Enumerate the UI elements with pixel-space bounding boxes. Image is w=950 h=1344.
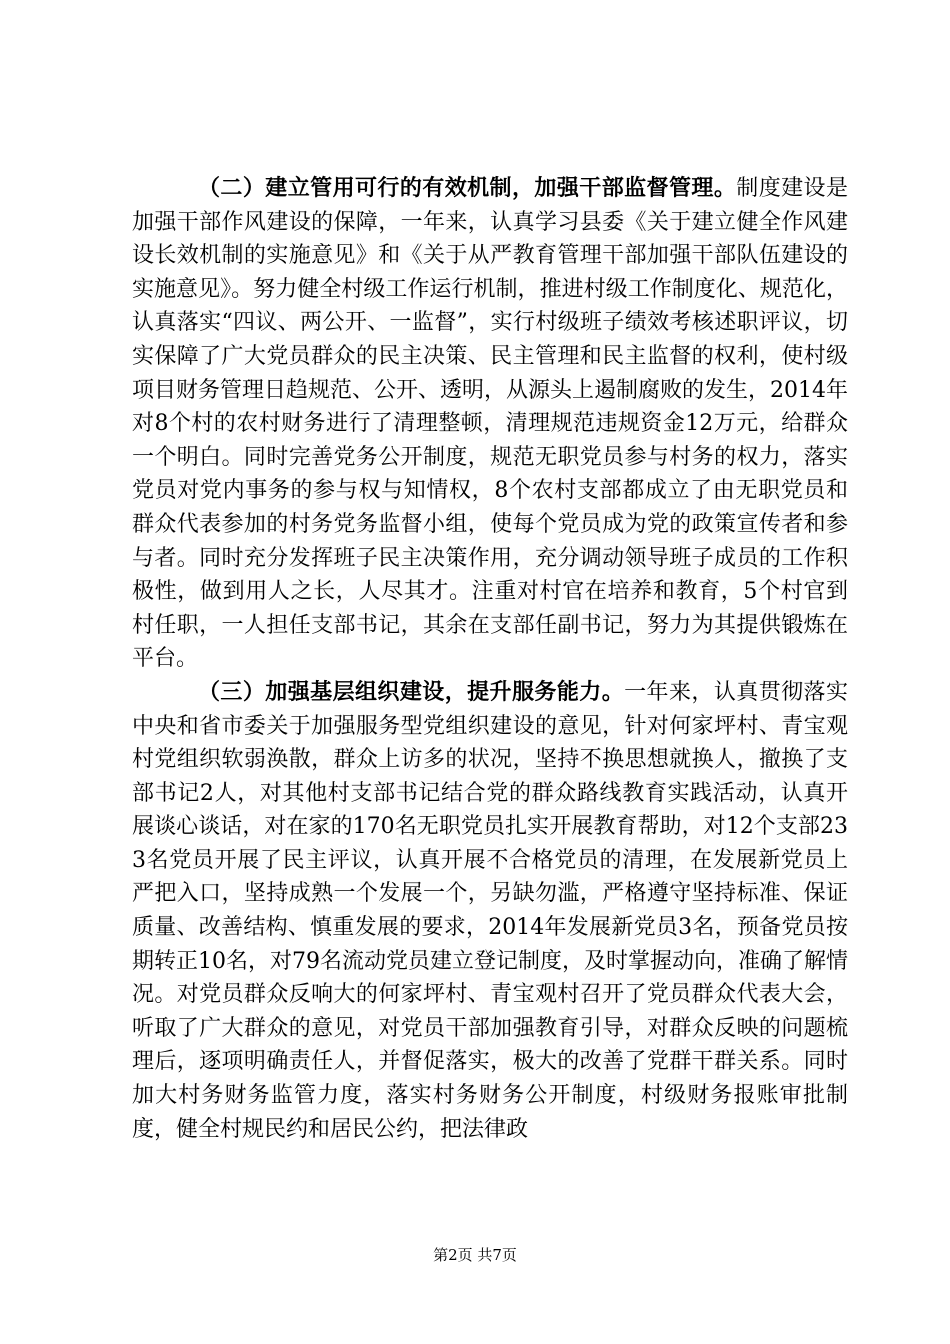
section-3-body: 一年来，认真贯彻落实中央和省市委关于加强服务型党组织建设的意见，针对何家坪村、青宝观村党组织软弱涣散，群众上访多的状况，坚持不换思想就换人，撤换了支部书记2人，对其他村支部书记结合党的群众路线教育实践活动，认真开展谈心谈话，对在家的170名无职党员扎实开展教育帮助，对12个支部233名党员开展了民主评议，认真开展不合格党员的清理，在发展新党员上严把入口，坚持成熟一个发展一个，另缺勿滥，严格遵守坚持标准、保证质量、改善结构、慎重发展的要求，2014年发展新党员3名，预备党员按期转正10名，对79名流动党员建立登记制度，及时掌握动向，准确了解情况。对党员群众反响大的何家坪村、青宝观村召开了党员群众代表大会，听取了广大群众的意见，对党员干部加强教育引导，对群众反映的问题梳理后，逐项明确责任人，并督促落实，极大的改善了党群干群关系。同时加大村务财务监管力度，落实村务财务公开制度，村级财务报账审批制度，健全村规民约和居民公约，把法律政 xyxy=(132,679,848,1142)
page-number-footer: 第2页 共7页 xyxy=(433,1246,517,1264)
section-2-heading: （二）建立管用可行的有效机制，加强干部监督管理。 xyxy=(198,175,737,201)
paragraph-section-3 xyxy=(132,676,848,1146)
paragraph-section-2 xyxy=(132,172,848,676)
document-body xyxy=(132,172,848,1146)
section-2-body: 制度建设是加强干部作风建设的保障，一年来，认真学习县委《关于建立健全作风建设长效机制的实施意见》和《关于从严教育管理干部加强干部队伍建设的实施意见》。努力健全村级工作运行机制，推进村级工作制度化、规范化，认真落实“四议、两公开、一监督”，实行村级班子绩效考核述职评议，切实保障了广大党员群众的民主决策、民主管理和民主监督的权利，使村级项目财务管理日趋规范、公开、透明，从源头上遏制腐败的发生，2014年对8个村的农村财务进行了清理整顿，清理规范违规资金12万元，给群众一个明白。同时完善党务公开制度，规范无职党员参与村务的权力，落实党员对党内事务的参与权与知情权，8个农村支部都成立了由无职党员和群众代表参加的村务党务监督小组，使每个党员成为党的政策宣传者和参与者。同时充分发挥班子民主决策作用，充分调动领导班子成员的工作积极性，做到用人之长，人尽其才。注重对村官在培养和教育，5个村官到村任职，一人担任支部书记，其余在支部任副书记，努力为其提供锻炼在平台。 xyxy=(132,176,848,672)
section-3-heading: （三）加强基层组织建设，提升服务能力。 xyxy=(198,678,625,705)
